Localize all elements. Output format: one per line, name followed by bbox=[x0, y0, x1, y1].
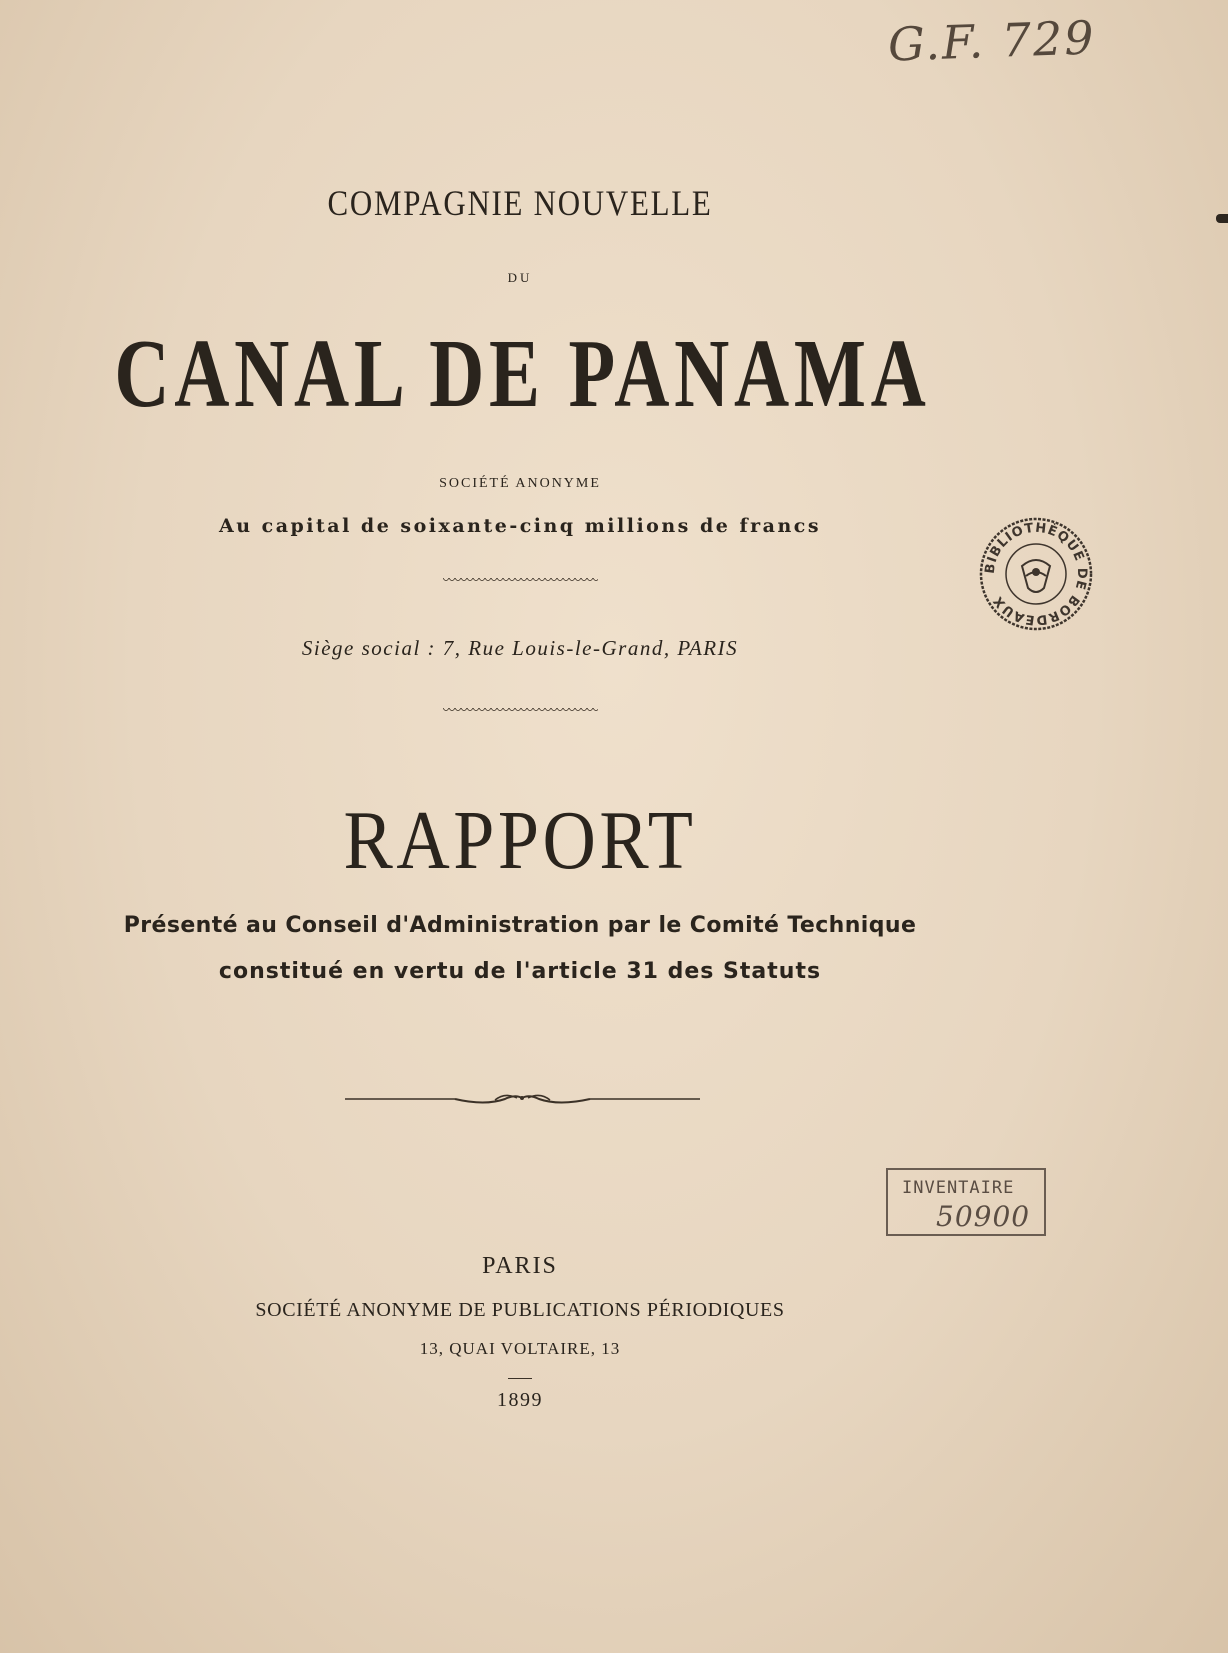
imprint-city: PARIS bbox=[482, 1253, 558, 1279]
imprint-address: 13, QUAI VOLTAIRE, 13 bbox=[419, 1339, 621, 1358]
society-type: SOCIÉTÉ ANONYME bbox=[439, 476, 601, 491]
report-subtitle-1: Présenté au Conseil d'Administration par le Comité Technique bbox=[123, 913, 917, 938]
inventory-number: 50900 bbox=[936, 1200, 1031, 1233]
handwritten-shelfmark: G.F. 729 bbox=[887, 10, 1097, 72]
ornamental-rule bbox=[345, 1088, 700, 1110]
inventory-label: INVENTAIRE bbox=[902, 1178, 1015, 1198]
company-heading: COMPAGNIE NOUVELLE bbox=[327, 183, 713, 223]
imprint-publisher: SOCIÉTÉ ANONYME DE PUBLICATIONS PÉRIODIQUES bbox=[255, 1299, 785, 1321]
library-stamp-text: BIBLIOTHÈQUE DE BORDEAUX bbox=[982, 520, 1090, 628]
imprint-dash bbox=[508, 1378, 532, 1379]
library-stamp bbox=[978, 516, 1094, 632]
imprint-year: 1899 bbox=[497, 1389, 543, 1411]
canal-title: CANAL DE PANAMA bbox=[114, 320, 931, 428]
inventory-stamp bbox=[886, 1168, 1046, 1236]
report-subtitle-2: constitué en vertu de l'article 31 des Statuts bbox=[218, 959, 822, 984]
report-title: RAPPORT bbox=[343, 794, 697, 887]
capital-line: Au capital de soixante-cinq millions de francs bbox=[218, 515, 822, 537]
page-edge-mark bbox=[1216, 214, 1228, 223]
wavy-rule-top bbox=[0, 578, 1040, 590]
registered-office: Siège social : 7, Rue Louis-le-Grand, PARIS bbox=[301, 636, 739, 660]
wavy-rule-middle bbox=[0, 708, 1040, 720]
company-du: DU bbox=[507, 270, 533, 285]
